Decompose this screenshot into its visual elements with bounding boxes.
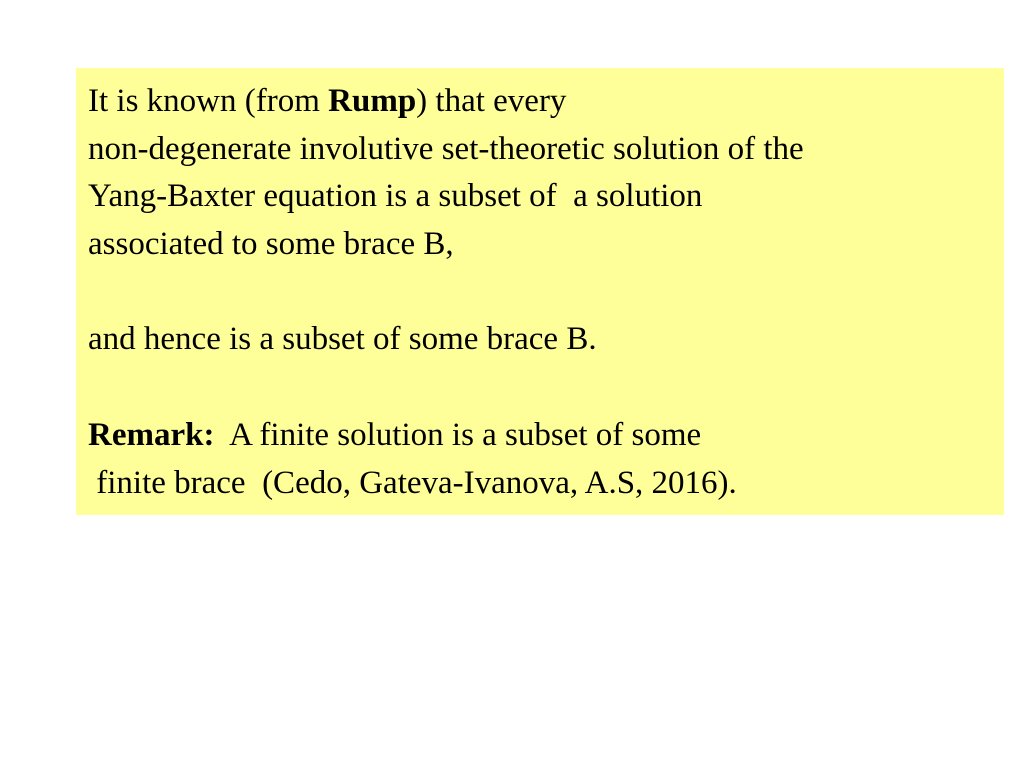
author-name: Rump: [328, 83, 417, 119]
text-line: finite brace (Cedo, Gateva-Ivanova, A.S, 2016).: [88, 464, 737, 501]
text-line: [88, 78, 1004, 126]
text-line: Yang-Baxter equation is a subset of a solution: [88, 178, 703, 215]
text-box: [76, 68, 1004, 515]
blank-line: [88, 269, 1004, 317]
text: ) that every: [416, 83, 567, 119]
remark-label: Remark:: [88, 416, 215, 453]
blank-line: [88, 364, 1004, 412]
text-line: associated to some brace B,: [88, 226, 454, 263]
text-line: and hence is a subset of some brace B.: [88, 321, 597, 358]
text: It is known (from: [88, 83, 329, 119]
remark-line: [88, 412, 1004, 460]
text-line: non-degenerate involutive set-theoretic solution of the: [88, 130, 804, 167]
text: A finite solution is a subset of some: [214, 416, 702, 453]
